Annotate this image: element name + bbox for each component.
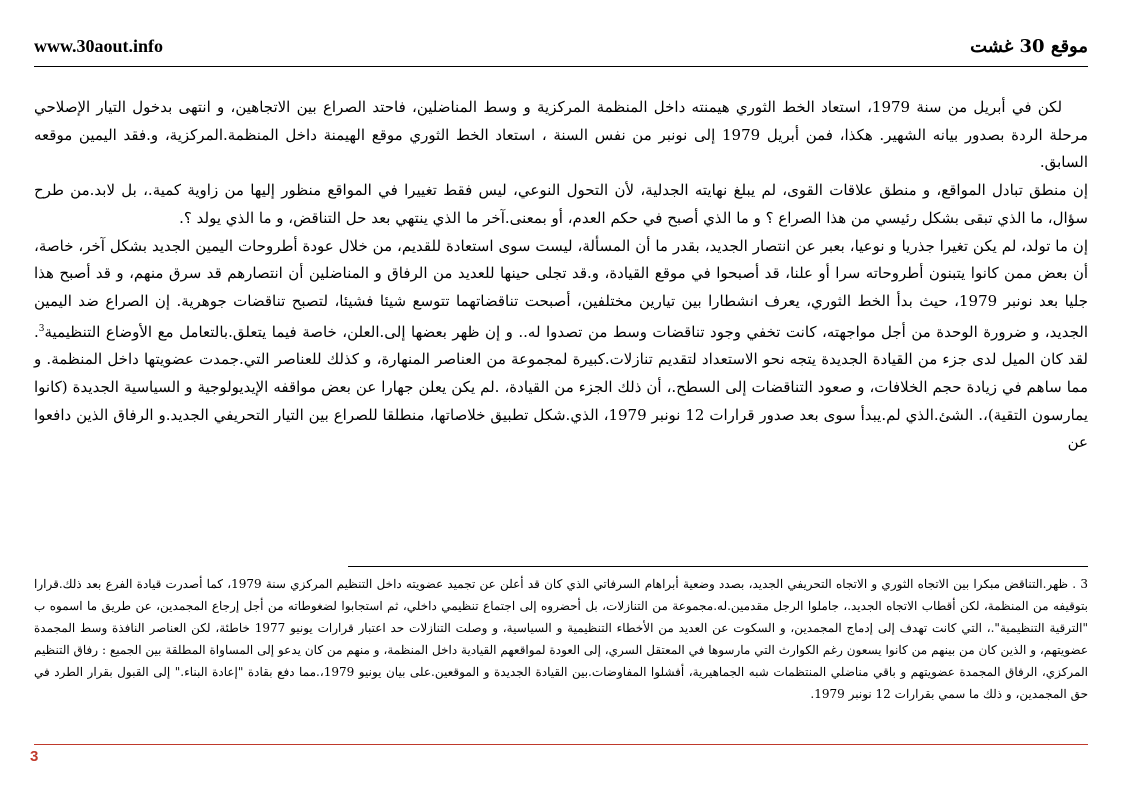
body-text [34,94,1088,457]
paragraph-3-part-2: . لقد كان الميل لدى جزء من القيادة الجديدة يتجه نحو الاستعداد لتقديم تنازلات.كبيرة لمجموعة من العناصر المنهارة، و كذلك للعناصر التي.جمدت عضويتها داخل المنظمة. و مما ساهم في زيادة حجم الخلافات، و صعود التناقضات إلى السطح.، أن ذلك الجزء من القيادة، .لم يكن يعلن جهارا عن بعض مواقفه الإيديولوجية و السياسية الجديدة (كانوا يمارسون التقية)،. الشئ.الذي لم.يبدأ سوى بعد صدور قرارات 12 نونبر 1979، الذي.شكل تطبيق خلاصاتها، منطلقا للصراع بين التيار التحريفي الجديد.و الرفاق الذين دافعوا عن [34,322,1089,452]
paragraph-1: لكن في أبريل من سنة 1979، استعاد الخط الثوري هيمنته داخل المنظمة المركزية و وسط المناضلين، فاحتد الصراع بين الاتجاهين، و انتهى بدخول التيار الإصلاحي مرحلة الردة بصدور بيانه الشهير. هكذا، فمن أبريل 1979 إلى نونبر من نفس السنة ، استعاد الخط الثوري موقع الهيمنة داخل المنظمة.المركزية، و.فقد اليمين موقعه السابق. [34,98,1088,172]
page-number: 3 [30,748,39,765]
site-url: www.30aout.info [34,36,164,56]
paragraph-3 [34,233,1088,458]
footnote-separator [348,566,1088,567]
footnote: 3 . ظهر.التناقض مبكرا بين الاتجاه الثوري و الاتجاه التحريفي الجديد، بصدد وضعية أبراهام السرفاتي الذي كان قد أعلن عن تجميد عضويته داخل التنظيم المركزي سنة 1979، كما أصدرت قيادة الفرع بعد ذلك.قرارا بتوقيفه من المنظمة، لكن أقطاب الاتجاه الجديد.، جاملوا الرجل مقدمين.له.مجموعة من التنازلات، بل أحضروه إلى اجتماع تنظيمي داخلي، ثم استجابوا لضغوطاته من أجل إرجاع المجمدين، عن طريق ما اسموه ب "الترقية التنظيمية".، التي كانت تهدف إلى إدماج المجمدين، و السكوت عن العديد من الأخطاء التنظيمية و السياسية، و وصلت التنازلات حد اعتبار قرارات يونيو 1977 خاطئة، لكن العناصر النافذة وسط المجمدة عضويتهم، و الذين كان من بينهم من كانوا يسعون رغم الكوارث التي مارسوها في المعتقل السري، إلى العودة لمواقعهم القيادية داخل المنظمة، و منهم من كان يدعو إلى المساواة المطلقة بين الجميع : رفاق التنظيم المركزي، الرفاق المجمدة عضويتهم و باقي مناضلي المنتظمات شبه الجماهيرية، أفشلوا المفاوضات.بين القيادة الجديدة و الموقعين.على بيان يونيو 1979،.مما دفع بقادة "إعادة البناء." إلى القبول بقرار الطرد في حق المجمدين، و ذلك ما سمي بقرارات 12 نونبر 1979. [34,577,1088,701]
footnote-reference: 3 [38,323,45,334]
paragraph-3-part-1: إن ما تولد، لم يكن تغيرا جذريا و نوعيا، بعبر عن انتصار الجديد، بقدر ما أن المسألة، ليست سوى استعادة للقديم، من خلال عودة أطروحات اليمين الجديد بشكل آخر، خاصة، أن بعض ممن كانوا يتبنون أطروحاته سرا أو علنا، قد أصبحوا في موقع القيادة، و.قد تجلى حينها للعديد من الرفاق و المناضلين أن انتصارهم قد سرق منهم، و قد أصبح هذا جليا بعد نونبر 1979، حيث بدأ الخط الثوري، يعرف انشطارا بين تيارين مختلفين، أصبحت تناقضاتهما تتوسع شيئا فشيئا، لتصبح تناقضات جوهرية. إن الصراع ضد اليمين الجديد، و ضرورة الوحدة من أجل مواجهته، كانت تخفي وجود تناقضات وسط من تصدوا له.. و إن ظهر بعضها إلى.العلن، خاصة فيما يتعلق.بالتعامل مع الأوضاع التنظيمية [34,236,1088,341]
site-name: موقع 30 غشت [970,36,1088,57]
paragraph-2: إن منطق تبادل المواقع، و منطق علاقات القوى، لم يبلغ نهايته الجدلية، لأن التحول النوعي، ليس فقط تغييرا في المواقع منظور إليها من زاوية كمية.، بل لابد.من طرح سؤال، ما الذي تبقى بشكل رئيسي من هذا الصراع ؟ و ما الذي أصبح في حكم العدم، أو بمعنى.آخر ما الذي ينتهي بعد حل التناقض، و ما الذي يولد ؟. [34,181,1088,227]
page-header [34,32,1088,67]
footer-rule [34,744,1088,745]
